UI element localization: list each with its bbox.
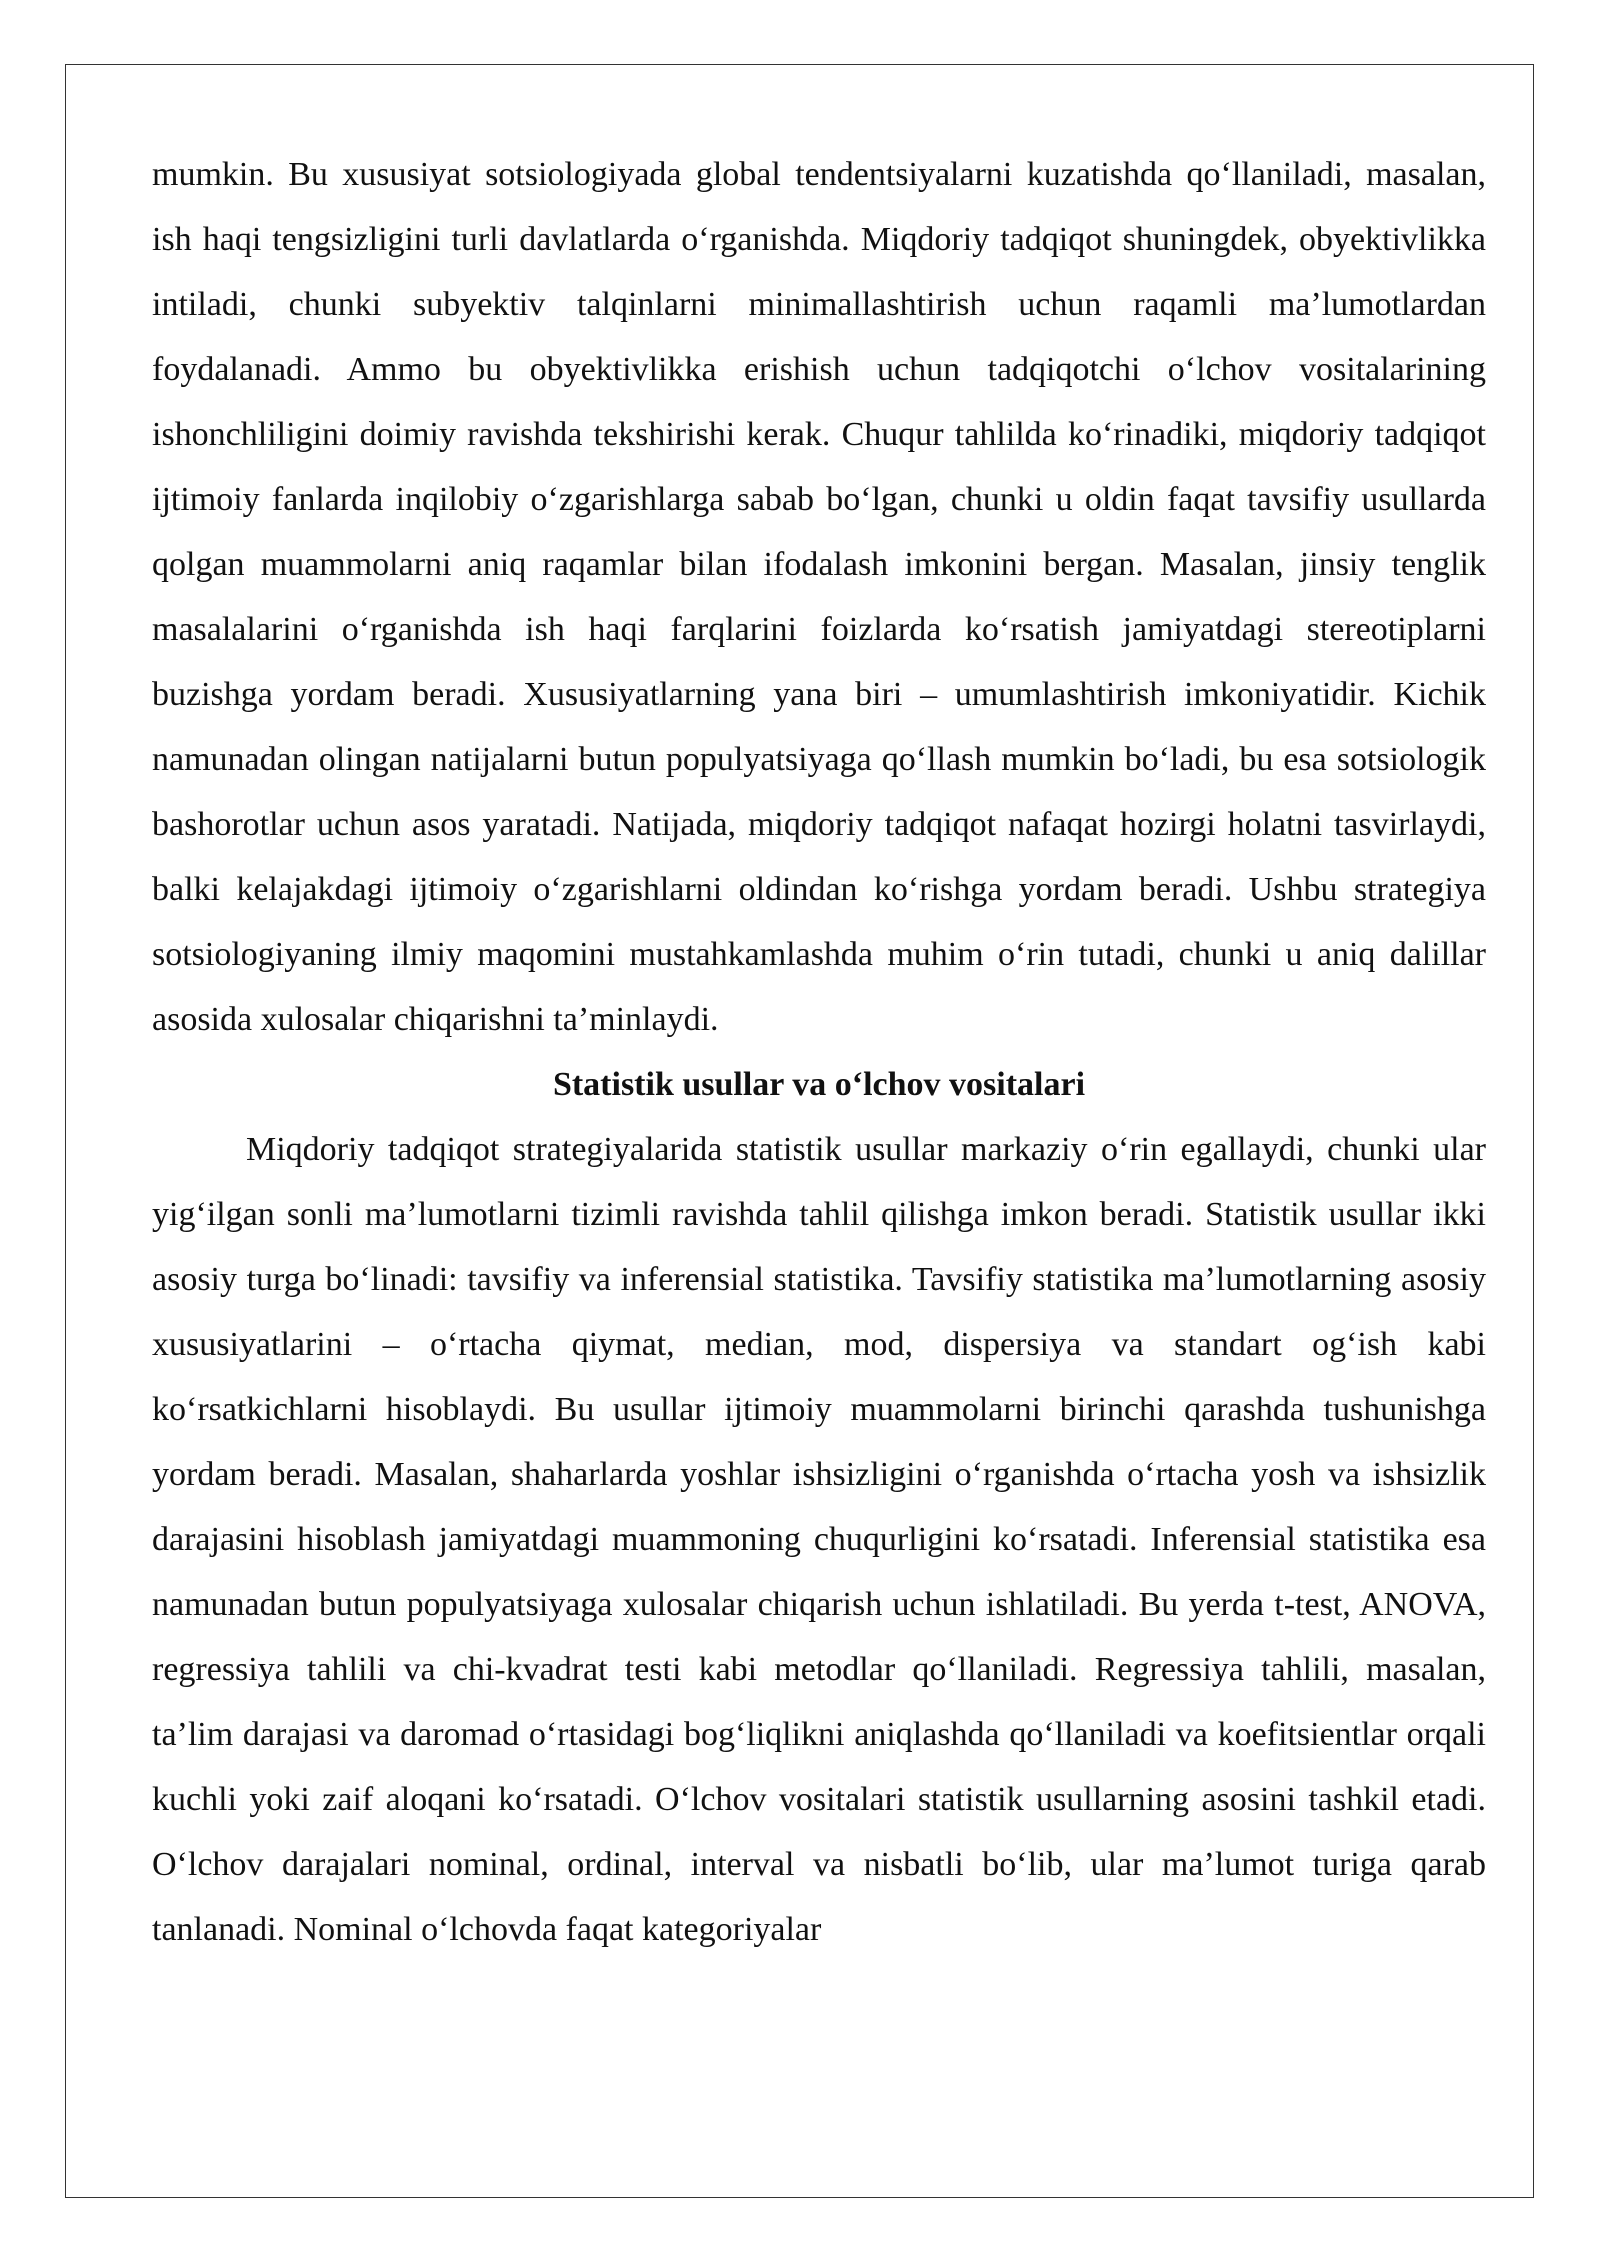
paragraph-continuation: mumkin. Bu xususiyat sotsiologiyada global tendentsiyalarni kuzatishda qo‘llaniladi, masalan, ish haqi tengsizligini turli davlatlarda o‘rganishda. Miqdoriy tadqiqot shuningdek, obyektivlikka intiladi, chunki subyektiv talqinlarni minimallashtirish uchun raqamli ma’lumotlardan foydalanadi. Ammo bu obyektivlikka erishish uchun tadqiqotchi o‘lchov vositalarining ishonchliligini doimiy ravishda tekshirishi kerak. Chuqur tahlilda ko‘rinadiki, miqdoriy tadqiqot ijtimoiy fanlarda inqilobiy o‘zgarishlarga sabab bo‘lgan, chunki u oldin faqat tavsifiy usullarda qolgan muammolarni aniq raqamlar bilan ifodalash imkonini bergan. Masalan, jinsiy tenglik masalalarini o‘rganishda ish haqi farqlarini foizlarda ko‘rsatish jamiyatdagi stereotiplarni buzishga yordam beradi. Xususiyatlarning yana biri – umumlashtirish imkoniyatidir. Kichik namunadan olingan natijalarni butun populyatsiyaga qo‘llash mumkin bo‘ladi, bu esa sotsiologik bashorotlar uchun asos yaratadi. Natijada, miqdoriy tadqiqot nafaqat hozirgi holatni tasvirlaydi, balki kelajakdagi ijtimoiy o‘zgarishlarni oldindan ko‘rishga yordam beradi. Ushbu strategiya sotsiologiyaning ilmiy maqomini mustahkamlashda muhim o‘rin tutadi, chunki u aniq dalillar asosida xulosalar chiqarishni ta’minlaydi. (152, 156, 1486, 1038)
section-heading: Statistik usullar va o‘lchov vositalari (552, 1066, 1086, 1103)
paragraph-statistics: Miqdoriy tadqiqot strategiyalarida statistik usullar markaziy o‘rin egallaydi, chunki ular yig‘ilgan sonli ma’lumotlarni tizimli ravishda tahlil qilishga imkon beradi. Statistik usullar ikki asosiy turga bo‘linadi: tavsifiy va inferensial statistika. Tavsifiy statistika ma’lumotlarning asosiy xususiyatlarini – o‘rtacha qiymat, median, mod, dispersiya va standart og‘ish kabi ko‘rsatkichlarni hisoblaydi. Bu usullar ijtimoiy muammolarni birinchi qarashda tushunishga yordam beradi. Masalan, shaharlarda yoshlar ishsizligini o‘rganishda o‘rtacha yosh va ishsizlik darajasini hisoblash jamiyatdagi muammoning chuqurligini ko‘rsatadi. Inferensial statistika esa namunadan butun populyatsiyaga xulosalar chiqarish uchun ishlatiladi. Bu yerda t-test, ANOVA, regressiya tahlili va chi-kvadrat testi kabi metodlar qo‘llaniladi. Regressiya tahlili, masalan, ta’lim darajasi va daromad o‘rtasidagi bog‘liqlikni aniqlashda qo‘llaniladi va koefitsientlar orqali kuchli yoki zaif aloqani ko‘rsatadi. O‘lchov vositalari statistik usullarning asosini tashkil etadi. O‘lchov darajalari nominal, ordinal, interval va nisbatli bo‘lib, ular ma’lumot turiga qarab tanlanadi. Nominal o‘lchovda faqat kategoriyalar (152, 1131, 1486, 1948)
document-body (152, 142, 1486, 1962)
